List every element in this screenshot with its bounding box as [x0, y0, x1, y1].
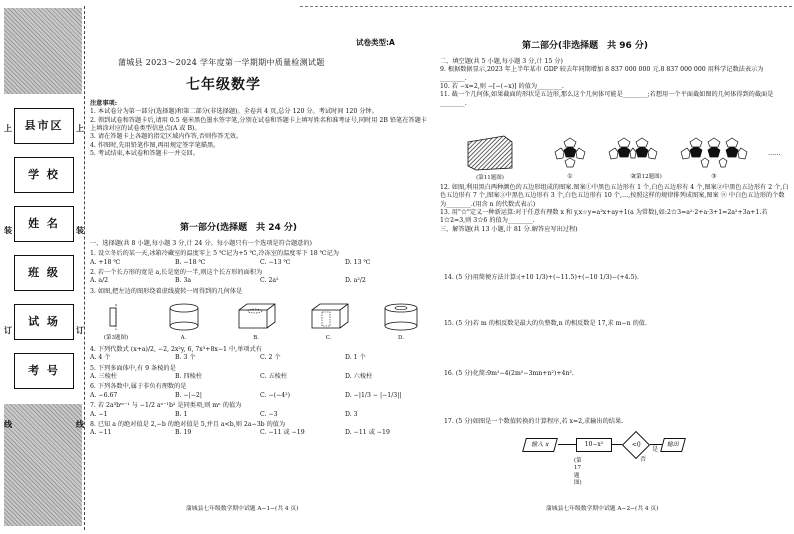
- part2-title: 第二部分(非选择题 共 96 分): [522, 41, 649, 51]
- question-stem: 3. 如图,把左边的图形绕着虚线旋转一周得到的几何体是: [90, 287, 243, 295]
- field-room[interactable]: 试 场: [14, 304, 74, 340]
- option[interactable]: B. 3a: [175, 277, 192, 285]
- pattern-ellipsis: ……: [768, 150, 781, 157]
- option[interactable]: C. −13 ℃: [260, 258, 291, 266]
- question-options: [90, 392, 430, 400]
- question-15: 15. (5 分)若 m 的相反数是最大的负整数,n 的相反数是 17,求 m−n 的值.: [444, 320, 647, 327]
- question-stem: 12. 如图,利用黑白两种颜色的五边形组成的图案.图案①中黑色五边形有 1 个,白色五边形有 4 个,图案②中黑色五边形有 2 个,白色五边形有 7 个,图案③中黑色五边形有 3 个,白色五边形有 10 个,…,按照这样的规律排列成图案,图案 ⓝ 中白色五边形的个数为________.(用含 n 的代数式表示): [440, 184, 789, 208]
- rotation-shape-icon: [96, 302, 136, 332]
- pattern-label: ②: [630, 173, 636, 181]
- fig17-caption: (第 17 题图): [574, 458, 582, 487]
- cut-mark: 线: [4, 420, 12, 429]
- question-options: [90, 354, 430, 362]
- option[interactable]: C. −(−4²): [260, 391, 291, 399]
- option[interactable]: C. −11 或 −19: [260, 429, 305, 437]
- field-name[interactable]: 姓 名: [14, 206, 74, 242]
- question-stem: 5. 下列多面体中,有 9 条棱的是: [90, 364, 176, 372]
- student-info-fields: [14, 108, 74, 402]
- flow-input: [522, 438, 558, 452]
- q3-option-a[interactable]: [159, 302, 209, 343]
- pentagon-pattern-icon: [678, 136, 750, 170]
- pattern-label: ③: [711, 173, 717, 181]
- question-stem: 13. 用"☆"定义一种新运算:对于任意有理数 x 和 y,x☆y=a²x+ay+1(a 为常数),如:2☆3=a²·2+a·3+1=2a²+3a+1.若 1☆2=3,则 3☆6 的值为________.: [440, 209, 768, 225]
- option[interactable]: D. −|1/3 − |−1/3||: [345, 391, 402, 399]
- question-17: 17. (5 分)如图是一个数值转换的计算程序,若 x=2,求输出的结果.: [444, 418, 624, 425]
- fig12-patterns: [552, 136, 780, 182]
- flow-no-label: 否: [640, 456, 647, 463]
- flow-input-label: 输入 x: [530, 440, 550, 448]
- option[interactable]: C. 2 个: [260, 354, 281, 362]
- fig12-caption: (第12题图): [634, 174, 662, 180]
- box-with-hole-icon: [304, 302, 354, 332]
- pentagon-pattern-icon: [552, 136, 588, 170]
- question-options: [90, 411, 430, 419]
- part1-questions-a: [90, 240, 430, 296]
- flow-output-label: 输出: [666, 440, 681, 448]
- part1-questions-b: [90, 346, 430, 440]
- fill-questions-b: [440, 184, 790, 234]
- option-label: B.: [253, 335, 259, 342]
- question-16: 16. (5 分)化简:9m²−4(2m²−3mn+n²)+4n².: [444, 370, 574, 377]
- option[interactable]: A. +18 ℃: [90, 258, 121, 266]
- question-stem: 1. 设立冬后的某一天,冰箱冷藏室的温度零上 5 ℃记为+5 ℃,冷冻室的温度零下 18 ℃记为: [90, 250, 339, 258]
- q3-figures: [96, 302, 426, 343]
- page-footer-left: 蒲城县七年级数学期中试题 A−1−(共 4 页): [186, 506, 299, 512]
- option[interactable]: D. 3: [345, 410, 358, 418]
- section-intro: 二、填空题(共 5 小题,每小题 3 分,计 15 分): [440, 58, 563, 65]
- flow-condition: [622, 431, 650, 459]
- cut-mark: 装: [76, 226, 84, 235]
- question-options: [90, 429, 430, 437]
- option[interactable]: B. −18 ℃: [175, 258, 206, 266]
- flow-operation: [576, 438, 612, 452]
- option[interactable]: A. a/2: [90, 277, 109, 285]
- question-stem: 7. 若 2a³bᵐ⁻¹ 与 −1/2 aⁿ⁻¹b² 是同类项,则 mⁿ 的值为: [90, 402, 242, 410]
- question-stem: 11. 截一个几何体,如果截面的形状是五边形,那么这个几何体可能是________;若想用一个平面截如图的几何体得到的截面是________.: [440, 91, 774, 107]
- section-intro: 一、选择题(共 8 小题,每小题 3 分,计 24 分。每小题只有一个选项是符合题意的): [90, 240, 312, 247]
- cut-mark: 上: [76, 124, 84, 133]
- notice-item: 2. 领到试卷和答题卡后,请用 0.5 毫米黑色墨水签字笔,分别在试卷和答题卡上填写姓名和准考证号,同时用 2B 铅笔在答题卡上填涂对应的试卷类型信息点(A 或 B)。: [90, 116, 427, 133]
- exam-type: 试卷类型:A: [356, 38, 395, 47]
- fig11: [464, 132, 516, 183]
- hollow-cylinder-icon: [376, 302, 426, 332]
- top-cut-line: [300, 6, 792, 7]
- notice-item: 5. 考试结束,本试卷和答题卡一并交回。: [90, 150, 199, 158]
- flow-output: [660, 438, 686, 452]
- question-stem: 9. 根据数据显示,2023 年上半年某市 GDP 较去年同期增加 8 837 000 000 元.8 837 000 000 用科学记数法表示为________.: [440, 66, 764, 82]
- option[interactable]: B. 四棱柱: [175, 373, 203, 381]
- page-footer-right: 蒲城县七年级数学期中试题 A−2−(共 4 页): [546, 506, 659, 512]
- option[interactable]: D. 13 ℃: [345, 258, 371, 266]
- cut-mark: 上: [4, 124, 12, 133]
- fill-questions: [440, 58, 790, 108]
- option[interactable]: A. −1: [90, 410, 108, 418]
- flow-arrow: [558, 444, 576, 445]
- q3-option-b[interactable]: [231, 302, 281, 343]
- question-stem: 8. 已知 a 的绝对值是 2,−b 的绝对值是 5,并且 a<b,则 2a−3b 的值为: [90, 420, 286, 428]
- option[interactable]: A. −6.67: [90, 391, 118, 399]
- section-intro: 三、解答题(共 13 小题,计 81 分.解答应写出过程): [440, 225, 578, 233]
- flow-operation-label: 10−x²: [584, 440, 604, 448]
- binding-cut-line: [84, 6, 85, 530]
- notice-item: 4. 作图时,先用铅笔作图,再用规定签字笔描黑。: [90, 141, 220, 149]
- option[interactable]: D. 六棱柱: [345, 373, 373, 381]
- cut-mark: 线: [76, 420, 84, 429]
- cut-mark: 订: [4, 326, 12, 335]
- hatch-top: [4, 8, 82, 94]
- hatched-prism-icon: [464, 132, 516, 172]
- option[interactable]: C. 五棱柱: [260, 373, 288, 381]
- question-options: [90, 259, 430, 267]
- field-class[interactable]: 班 级: [14, 255, 74, 291]
- question-stem: 6. 下列各数中,属于非负有理数的是: [90, 383, 187, 391]
- option[interactable]: D. 1 个: [345, 354, 366, 362]
- option[interactable]: B. 3 个: [175, 354, 196, 362]
- cut-mark: 装: [4, 226, 12, 235]
- binding-strip: [0, 0, 88, 534]
- question-options: [90, 373, 430, 381]
- option[interactable]: C. −3: [260, 410, 278, 418]
- cube-with-cylinder-icon: [231, 302, 281, 332]
- part1-title: 第一部分(选择题 共 24 分): [180, 223, 298, 233]
- pattern-1: [552, 136, 588, 182]
- question-stem: 2. 若一个长方形的宽是 a,长是宽的一半,则这个长方形的面积为: [90, 269, 263, 277]
- cut-mark: 订: [76, 326, 84, 335]
- question-stem: 10. 若 −x=2,则 −[−(−x)] 的值为________.: [440, 83, 564, 91]
- option[interactable]: A. 三棱柱: [90, 373, 117, 381]
- exam-title: 蒲城县 2023～2024 学年度第一学期期中质量检测试题: [118, 58, 325, 67]
- cylinder-icon: [159, 302, 209, 332]
- question-stem: 4. 下列代数式 (x+a)/2, −2, 2x²y, 6, 7x³+8x−1 中,单项式有: [90, 346, 262, 353]
- notice-section: [90, 100, 430, 159]
- option[interactable]: B. 1: [175, 410, 188, 418]
- q3-option-d[interactable]: [376, 302, 426, 343]
- question-14: 14. (5 分)用简便方法计算:(+10 1/3)+(−11.5)+(−10 1/3)−(+4.5).: [444, 274, 639, 281]
- field-county[interactable]: 县市区: [14, 108, 74, 144]
- question-options: [90, 277, 430, 285]
- option[interactable]: B. −|−2|: [175, 391, 202, 399]
- option-label: A.: [180, 335, 187, 342]
- option[interactable]: A. −11: [90, 429, 112, 437]
- option[interactable]: D. −11 或 −19: [345, 429, 390, 437]
- fig3-caption: (第3题图): [103, 335, 129, 342]
- notice-item: 1. 本试卷分为第一部分(选择题)和第二部分(非选择题)。全卷共 4 页,总分 120 分。考试时间 120 分钟。: [90, 108, 378, 116]
- option-label: D.: [398, 335, 404, 342]
- flow-yes-label: 是: [652, 446, 659, 453]
- pattern-label: ①: [567, 173, 573, 181]
- q3-source-figure: [96, 302, 136, 343]
- notice-head: 注意事项:: [90, 100, 118, 107]
- fig11-caption: (第11题图): [476, 175, 504, 182]
- option[interactable]: B. 19: [175, 429, 192, 437]
- q3-option-c[interactable]: [304, 302, 354, 343]
- option[interactable]: A. 4 个: [90, 354, 111, 362]
- hatch-bottom: [4, 404, 82, 526]
- field-exam-number[interactable]: 考 号: [14, 353, 74, 389]
- pentagon-pattern-icon: [606, 136, 660, 170]
- field-school[interactable]: 学 校: [14, 157, 74, 193]
- pattern-3: [678, 136, 750, 182]
- option-label: C.: [325, 335, 332, 342]
- notice-item: 3. 请在答题卡上各题的指定区域内作答,否则作答无效。: [90, 133, 243, 141]
- subject-title: 七年级数学: [186, 77, 261, 93]
- flow-condition-label: <0: [631, 440, 641, 448]
- option[interactable]: D. a²/2: [345, 277, 366, 285]
- option[interactable]: C. 2a²: [260, 277, 279, 285]
- flow-arrow: [650, 444, 662, 445]
